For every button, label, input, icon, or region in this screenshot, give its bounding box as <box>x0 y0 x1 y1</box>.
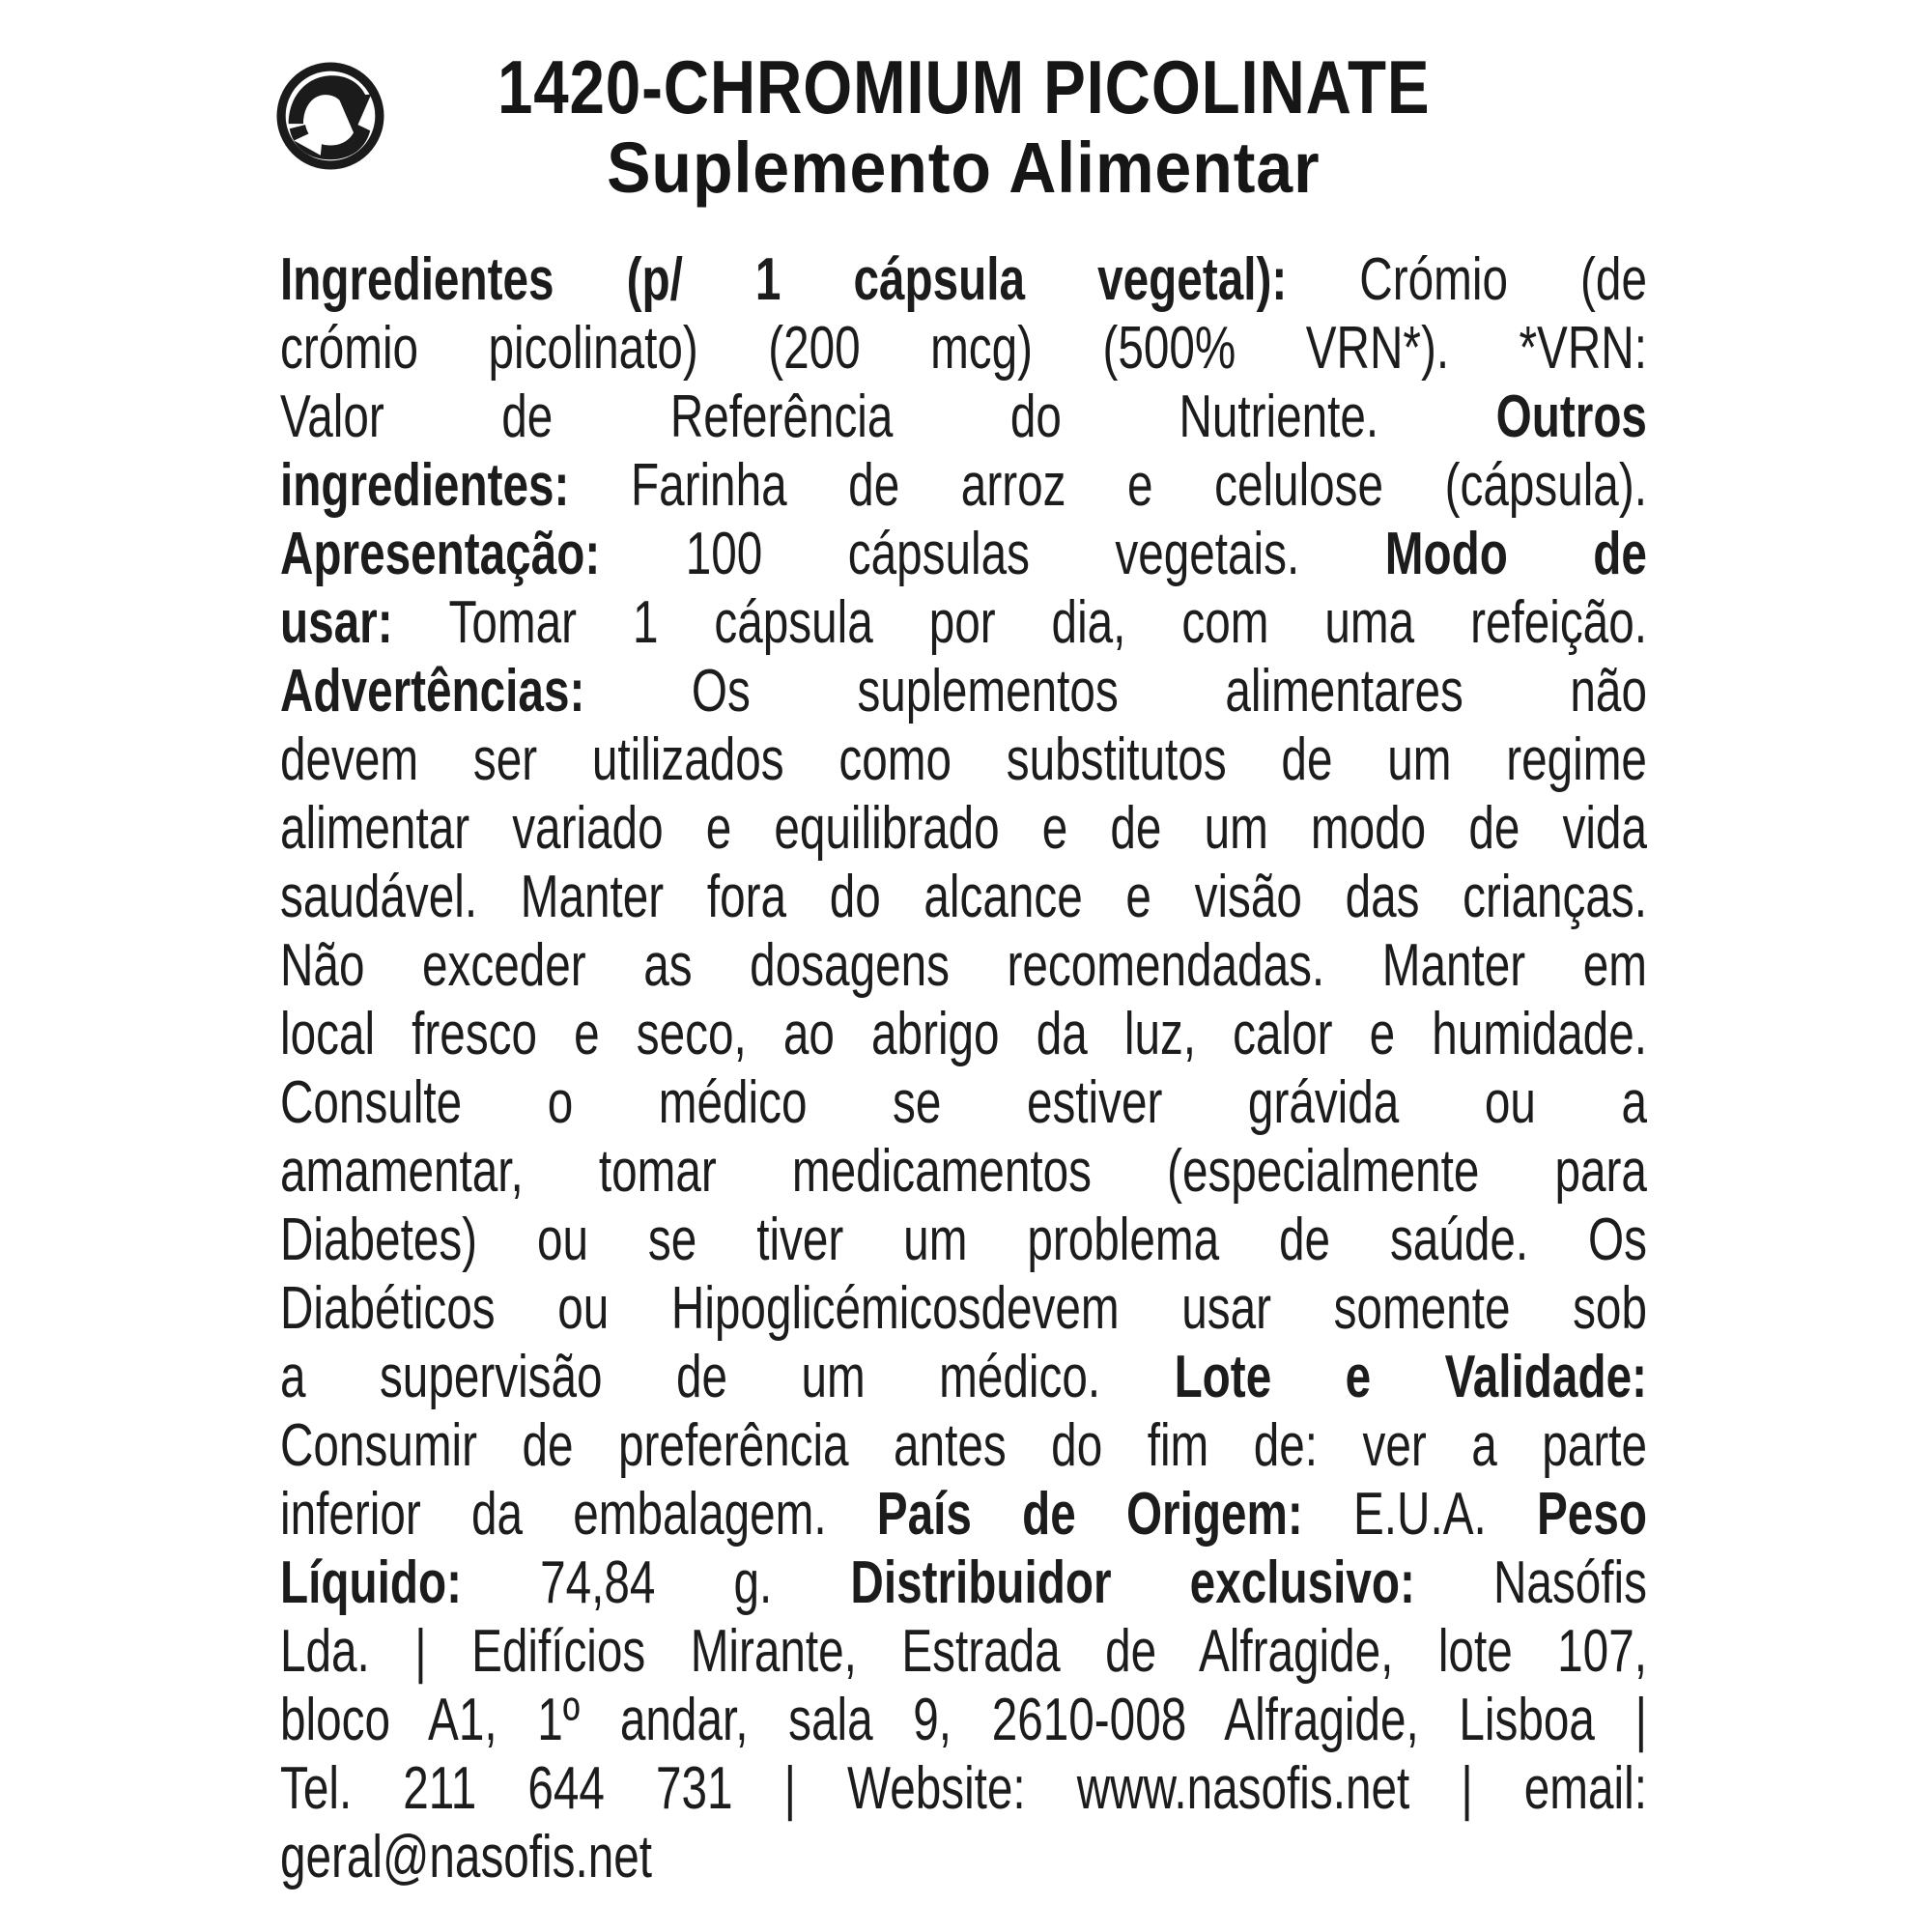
label-text-line <box>280 1274 1647 1343</box>
text-segment: Os suplementos alimentares não <box>691 658 1647 724</box>
label-text-line <box>280 725 1647 794</box>
text-segment: alimentar variado e equilibrado e de um modo de vida <box>280 795 1647 862</box>
label-text-line <box>280 1686 1647 1754</box>
text-segment: Diabetes) ou se tiver um problema de saúde. Os <box>280 1207 1647 1273</box>
label-text-line <box>280 314 1647 383</box>
text-segment: geral@nasofis.net <box>280 1824 653 1890</box>
label-text-line <box>280 383 1647 451</box>
bold-label-segment: Distribuidor exclusivo: <box>850 1549 1493 1616</box>
text-segment: local fresco e seco, ao abrigo da luz, calor e humidade. <box>280 1001 1647 1067</box>
text-segment: Não exceder as dosagens recomendadas. Manter em <box>280 932 1647 999</box>
text-segment: Valor de Referência do Nutriente. <box>280 384 1496 450</box>
text-segment: Tel. 211 644 731 | Website: www.nasofis.net | email: <box>280 1755 1647 1822</box>
bold-label-segment: Outros <box>1495 384 1647 450</box>
label-text-line <box>280 1000 1647 1068</box>
label-text-line <box>280 1617 1647 1686</box>
label-text-line <box>280 1480 1647 1548</box>
bold-label-segment: País de Origem: <box>876 1481 1354 1548</box>
text-segment: Diabéticos ou Hipoglicémicosdevem usar somente sob <box>280 1275 1647 1342</box>
product-title-text: 1420-CHROMIUM PICOLINATE <box>497 44 1431 129</box>
text-segment: E.U.A. <box>1353 1481 1538 1548</box>
text-segment: Nasófis <box>1492 1549 1647 1616</box>
text-segment: saudável. Manter fora do alcance e visão das crianças. <box>280 864 1647 930</box>
bold-label-segment: ingredientes: <box>280 452 631 519</box>
text-segment: Consumir de preferência antes do fim de: ver a parte <box>280 1412 1647 1479</box>
label-text-line <box>280 863 1647 931</box>
label-text-line <box>280 451 1647 520</box>
label-text-line <box>280 588 1647 657</box>
label-text-line <box>280 1068 1647 1137</box>
product-subtitle <box>280 128 1647 209</box>
label-text-line <box>280 1754 1647 1823</box>
product-subtitle-text: Suplemento Alimentar <box>607 128 1321 208</box>
text-segment: Farinha de arroz e celulose (cápsula). <box>630 452 1647 519</box>
bold-label-segment: Peso <box>1537 1481 1647 1548</box>
bold-label-segment: Lote e Validade: <box>1174 1344 1647 1410</box>
text-segment: Consulte o médico se estiver grávida ou a <box>280 1069 1647 1136</box>
text-segment: bloco A1, 1º andar, sala 9, 2610-008 Alfragide, Lisboa | <box>280 1687 1647 1753</box>
label-text-line <box>280 1137 1647 1206</box>
text-segment: Tomar 1 cápsula por dia, com uma refeição. <box>448 589 1647 656</box>
text-segment: amamentar, tomar medicamentos (especialmente para <box>280 1138 1647 1205</box>
bold-label-segment: usar: <box>280 589 449 656</box>
label-header <box>280 46 1647 209</box>
label-text-line <box>280 931 1647 1000</box>
text-segment: devem ser utilizados como substitutos de um regime <box>280 726 1647 793</box>
bold-label-segment: Advertências: <box>280 658 692 724</box>
text-segment: crómio picolinato) (200 mcg) (500% VRN*). *VRN: <box>280 315 1647 382</box>
text-segment: 100 cápsulas vegetais. <box>685 521 1385 587</box>
label-text-line <box>280 1343 1647 1411</box>
label-text-line <box>280 1411 1647 1480</box>
text-segment: 74,84 g. <box>540 1549 851 1616</box>
label-text-line <box>280 1206 1647 1274</box>
text-segment: a supervisão de um médico. <box>280 1344 1175 1410</box>
label-text-line <box>280 1548 1647 1617</box>
text-segment: Lda. | Edifícios Mirante, Estrada de Alfragide, lote 107, <box>280 1618 1647 1685</box>
bold-label-segment: Líquido: <box>280 1549 541 1616</box>
label-text-line <box>280 794 1647 863</box>
text-segment: inferior da embalagem. <box>280 1481 877 1548</box>
bold-label-segment: Ingredientes (p/ 1 cápsula vegetal): <box>280 246 1360 313</box>
text-segment: Crómio (de <box>1359 246 1647 313</box>
label-text-line <box>280 657 1647 725</box>
label-text-line <box>280 245 1647 314</box>
product-title <box>280 46 1647 128</box>
bold-label-segment: Apresentação: <box>280 521 686 587</box>
label-text-line <box>280 1823 1647 1891</box>
label-text-line <box>280 520 1647 588</box>
label-body-text <box>280 245 1647 1891</box>
bold-label-segment: Modo de <box>1384 521 1647 587</box>
